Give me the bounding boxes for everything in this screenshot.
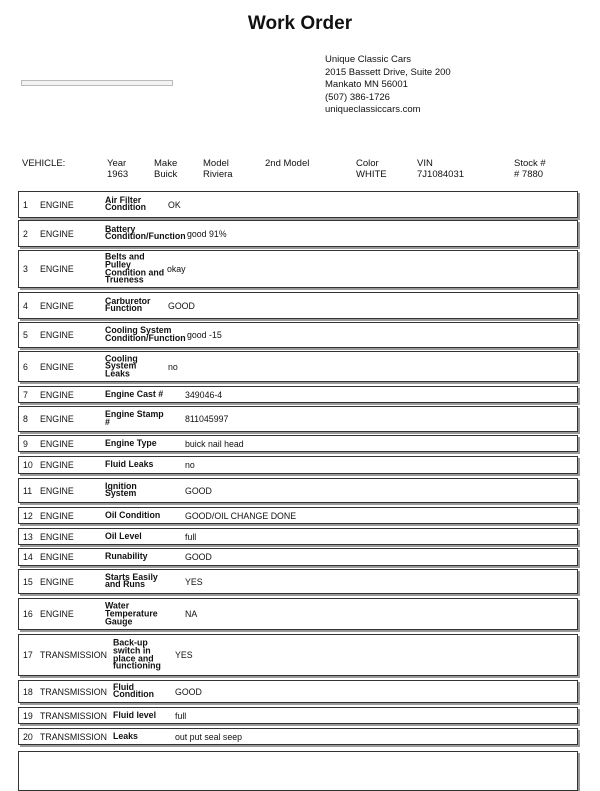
color-value: WHITE (356, 169, 387, 180)
row-system: ENGINE (40, 531, 74, 542)
vehicle-label: VEHICLE: (22, 158, 66, 169)
table-row (18, 478, 578, 503)
row-result: good -15 (187, 330, 222, 340)
row-result: GOOD (168, 300, 195, 311)
row-system: ENGINE (40, 510, 74, 521)
row-item: Oil Condition (105, 509, 161, 520)
stock-label: Stock # (514, 158, 546, 169)
year-value: 1963 (107, 169, 129, 180)
row-number: 1 (23, 199, 28, 210)
row-item: Battery Condition/Function (105, 223, 186, 242)
row-number: 14 (23, 552, 33, 562)
row-result: NA (185, 609, 198, 619)
model-label: Model (203, 158, 229, 169)
table-row (18, 456, 578, 474)
vehicle-model2 (265, 158, 309, 169)
row-item: Engine Type (105, 437, 157, 448)
table-row (18, 728, 578, 745)
row-system: ENGINE (40, 485, 74, 496)
row-system: TRANSMISSION (40, 686, 107, 697)
row-number: 15 (23, 576, 33, 587)
make-value: Buick (154, 169, 178, 180)
row-number: 12 (23, 510, 33, 521)
row-system: ENGINE (40, 330, 74, 340)
row-system: ENGINE (40, 264, 74, 274)
row-number: 3 (23, 264, 28, 274)
row-item: Water Temperature Gauge (105, 600, 158, 626)
row-number: 13 (23, 531, 33, 542)
model-value: Riviera (203, 169, 233, 180)
row-result: GOOD (185, 485, 212, 496)
company-website: uniqueclassiccars.com (325, 104, 421, 116)
vehicle-model (203, 158, 233, 180)
vehicle-vin (417, 158, 464, 180)
row-item: Runability (105, 551, 148, 562)
row-item: Carburetor Function (105, 295, 151, 314)
row-number: 19 (23, 710, 33, 721)
company-info (325, 54, 451, 117)
row-number: 20 (23, 731, 33, 742)
table-row (18, 292, 578, 319)
vehicle-make (154, 158, 177, 180)
row-item: Air Filter Condition (105, 194, 147, 213)
row-item: Fluid level (113, 709, 157, 720)
row-result: YES (175, 650, 193, 660)
table-row (18, 598, 578, 630)
company-name: Unique Classic Cars (325, 54, 412, 65)
row-number: 9 (23, 438, 28, 449)
row-result: no (168, 361, 178, 372)
table-row (18, 507, 578, 524)
row-item: Fluid Leaks (105, 459, 154, 470)
row-system: ENGINE (40, 228, 74, 239)
row-system: ENGINE (40, 389, 74, 400)
row-number: 17 (23, 650, 33, 660)
row-system: TRANSMISSION (40, 650, 107, 660)
color-label: Color (356, 158, 379, 169)
row-result: GOOD (185, 552, 212, 562)
row-result: YES (185, 576, 203, 587)
next-row-cutoff (18, 751, 578, 791)
table-row (18, 351, 578, 382)
company-phone: (507) 386-1726 (325, 91, 390, 103)
row-result: buick nail head (185, 438, 244, 449)
row-system: ENGINE (40, 552, 74, 562)
row-number: 11 (23, 485, 33, 496)
row-system: ENGINE (40, 576, 74, 587)
table-row (18, 406, 578, 432)
row-number: 10 (23, 460, 33, 470)
row-item: Ignition System (105, 480, 137, 499)
row-number: 6 (23, 361, 28, 372)
row-number: 2 (23, 228, 28, 239)
row-result: 349046-4 (185, 389, 223, 400)
table-row (18, 680, 578, 703)
row-item: Cooling System Condition/Function (105, 325, 186, 343)
table-row (18, 220, 578, 247)
row-result: GOOD/OIL CHANGE DONE (185, 510, 297, 521)
table-row (18, 548, 578, 566)
row-system: ENGINE (40, 460, 74, 470)
row-item: Engine Cast # (105, 388, 164, 399)
row-item: Back-up switch in place and functioning (113, 637, 161, 671)
table-row (18, 250, 578, 288)
table-row (18, 386, 578, 403)
table-row (18, 191, 578, 218)
row-system: ENGINE (40, 609, 74, 619)
row-number: 16 (23, 609, 33, 619)
table-row (18, 634, 578, 676)
make-label: Make (154, 158, 178, 169)
row-number: 4 (23, 300, 28, 311)
row-system: ENGINE (40, 361, 74, 372)
row-number: 5 (23, 330, 28, 340)
table-row (18, 569, 578, 594)
row-result: no (185, 460, 195, 470)
row-result: out put seal seep (175, 731, 243, 742)
page-title: Work Order (247, 13, 353, 34)
row-system: TRANSMISSION (40, 710, 107, 721)
row-item: Oil Level (105, 530, 142, 541)
blank-field-line (21, 80, 173, 86)
vin-value: 7J1084031 (417, 169, 465, 180)
row-item: Starts Easily and Runs (105, 571, 158, 590)
row-number: 8 (23, 414, 28, 424)
table-row (18, 707, 578, 724)
table-row (18, 435, 578, 452)
table-row (18, 322, 578, 348)
row-system: ENGINE (40, 438, 74, 449)
vehicle-year (107, 158, 128, 180)
row-system: TRANSMISSION (40, 731, 107, 742)
company-city: Mankato MN 56001 (325, 79, 408, 91)
row-result: full (175, 710, 187, 721)
table-row (18, 528, 578, 545)
row-system: ENGINE (40, 300, 74, 311)
row-result: OK (168, 199, 181, 210)
year-label: Year (107, 158, 127, 169)
vin-label: VIN (417, 158, 433, 169)
row-system: ENGINE (40, 414, 74, 424)
stock-value: # 7880 (514, 169, 544, 180)
row-item: Fluid Condition (113, 681, 155, 700)
vehicle-color (356, 158, 387, 180)
row-item: Engine Stamp # (105, 409, 164, 427)
row-result: full (185, 531, 197, 542)
row-item: Cooling System Leaks (105, 352, 138, 379)
row-result: 811045997 (185, 414, 229, 424)
row-number: 7 (23, 389, 28, 400)
vehicle-stock (514, 158, 546, 180)
row-result: good 91% (187, 228, 227, 239)
row-result: okay (167, 264, 186, 274)
row-system: ENGINE (40, 199, 74, 210)
model2-label: 2nd Model (265, 158, 310, 169)
row-number: 18 (23, 686, 33, 697)
row-item: Leaks (113, 730, 138, 741)
row-result: GOOD (175, 686, 202, 697)
row-item: Belts and Pulley Condition and Trueness (105, 251, 165, 285)
company-address: 2015 Bassett Drive, Suite 200 (325, 66, 451, 78)
